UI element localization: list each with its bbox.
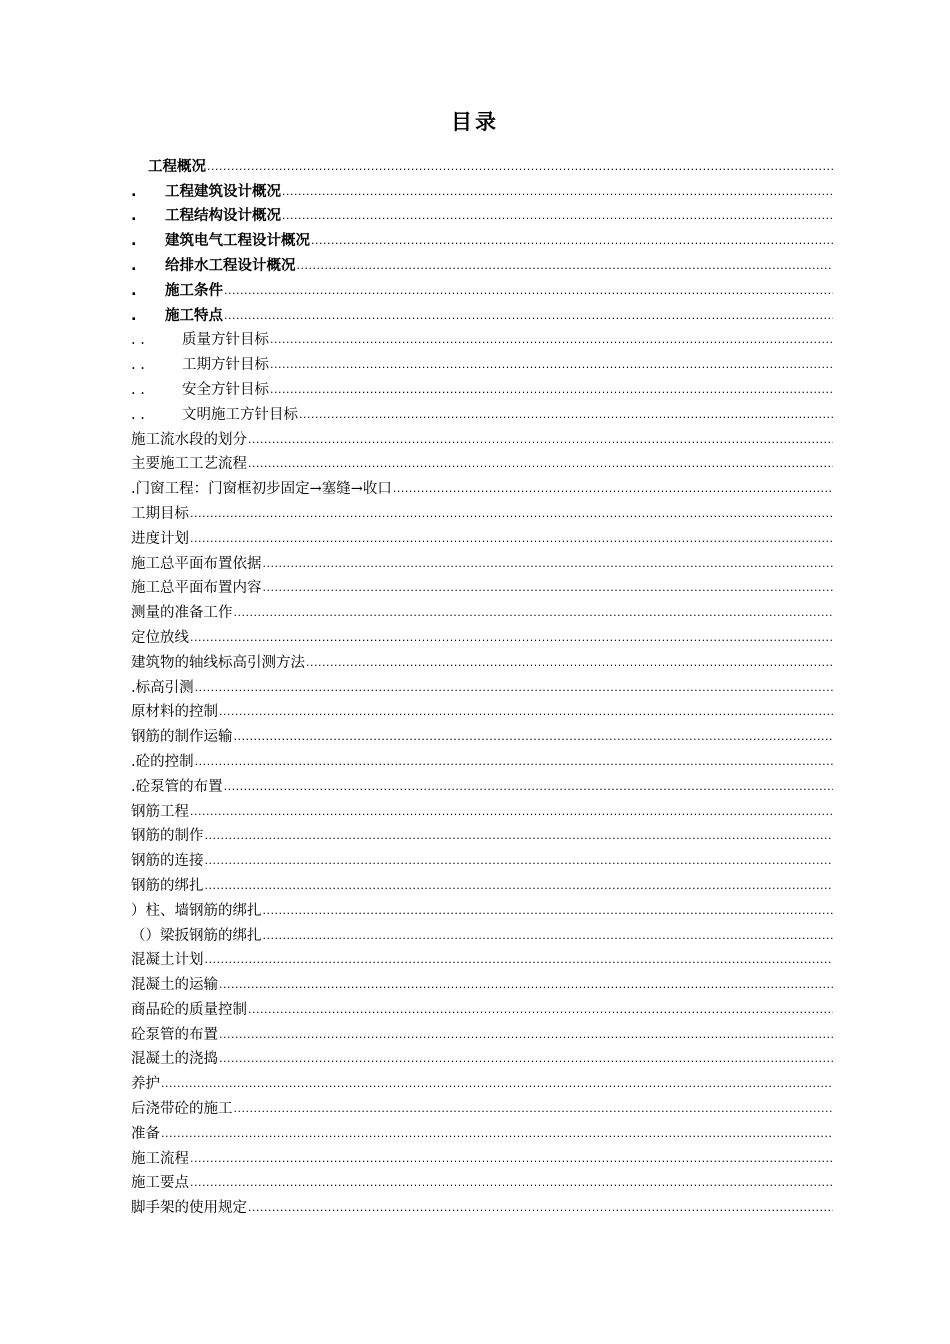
toc-entry[interactable]	[131, 921, 833, 946]
toc-entry-number: .	[131, 307, 137, 324]
toc-entry[interactable]	[131, 797, 833, 822]
toc-entry-label: （）梁扳钢筋的绑扎	[131, 927, 262, 944]
toc-entry-number: .	[131, 208, 137, 225]
table-of-contents	[131, 152, 833, 1218]
toc-entry-number: .	[131, 233, 137, 250]
toc-entry-label: 混凝土的浇捣	[131, 1051, 218, 1068]
toc-dot-leader	[190, 628, 833, 648]
toc-entry[interactable]	[131, 1069, 833, 1094]
toc-dot-leader	[248, 454, 833, 474]
toc-dot-leader	[234, 603, 834, 623]
toc-entry-label: 砼泵管的布置	[131, 1026, 218, 1043]
toc-entry[interactable]	[131, 1045, 833, 1070]
toc-entry-label: .门窗工程：门窗框初步固定→塞缝→收口	[131, 481, 392, 498]
toc-entry-label: 钢筋的制作运输	[131, 729, 233, 746]
toc-dot-leader	[234, 1099, 834, 1119]
toc-entry-number: . .	[131, 406, 145, 423]
toc-entry-label: 原材料的控制	[131, 704, 218, 721]
toc-dot-leader	[299, 405, 833, 425]
toc-entry[interactable]	[131, 251, 833, 276]
toc-entry-label: 进度计划	[131, 530, 189, 547]
toc-entry[interactable]	[131, 673, 833, 698]
toc-dot-leader	[248, 1000, 833, 1020]
toc-entry-number: . .	[131, 357, 145, 374]
toc-entry[interactable]	[131, 177, 833, 202]
toc-dot-leader	[270, 380, 833, 400]
toc-entry-number: .	[131, 282, 137, 299]
toc-entry[interactable]	[131, 1193, 833, 1218]
toc-dot-leader	[263, 926, 834, 946]
toc-entry[interactable]	[131, 946, 833, 971]
toc-entry[interactable]	[131, 772, 833, 797]
toc-entry-label: 工期目标	[131, 505, 189, 522]
toc-entry-label: 安全方针目标	[182, 381, 269, 398]
toc-entry[interactable]	[131, 722, 833, 747]
toc-entry-label: 脚手架的使用规定	[131, 1200, 247, 1217]
toc-dot-leader	[190, 1173, 833, 1193]
toc-dot-leader	[161, 1074, 833, 1094]
toc-entry-label: 给排水工程设计概况	[165, 257, 296, 274]
toc-dot-leader	[190, 1149, 833, 1169]
toc-dot-leader	[205, 851, 834, 871]
toc-entry[interactable]	[131, 524, 833, 549]
toc-dot-leader	[263, 578, 834, 598]
toc-entry-label: 主要施工工艺流程	[131, 456, 247, 473]
toc-entry-label: 混凝土的运输	[131, 977, 218, 994]
toc-entry-label: 施工流程	[131, 1150, 189, 1167]
toc-entry-label: 施工总平面布置依据	[131, 555, 262, 572]
toc-entry[interactable]	[131, 970, 833, 995]
toc-entry[interactable]	[131, 1144, 833, 1169]
toc-entry[interactable]	[131, 375, 833, 400]
toc-entry[interactable]	[131, 871, 833, 896]
toc-dot-leader	[190, 504, 833, 524]
toc-entry-label: 工期方针目标	[182, 357, 269, 374]
toc-dot-leader	[195, 752, 833, 772]
toc-entry[interactable]	[131, 499, 833, 524]
toc-entry-label: 定位放线	[131, 629, 189, 646]
toc-entry-label: 施工特点	[165, 307, 223, 324]
toc-dot-leader	[205, 876, 834, 896]
toc-entry[interactable]	[131, 995, 833, 1020]
toc-entry-label: 施工总平面布置内容	[131, 580, 262, 597]
toc-entry-label: 养护	[131, 1076, 160, 1093]
toc-entry-label: ）柱、墙钢筋的绑扎	[131, 902, 262, 919]
toc-entry-label: 工程结构设计概况	[165, 208, 281, 225]
toc-entry-label: 钢筋的绑扎	[131, 877, 204, 894]
toc-entry[interactable]	[131, 1020, 833, 1045]
toc-entry[interactable]	[131, 698, 833, 723]
toc-dot-leader	[224, 777, 833, 797]
toc-entry-label: 文明施工方针目标	[182, 406, 298, 423]
toc-entry[interactable]	[131, 1094, 833, 1119]
toc-entry-label: 钢筋的连接	[131, 853, 204, 870]
toc-entry[interactable]	[131, 896, 833, 921]
toc-dot-leader	[282, 206, 833, 226]
toc-dot-leader	[311, 231, 833, 251]
toc-dot-leader	[190, 802, 833, 822]
toc-entry-label: 钢筋工程	[131, 803, 189, 820]
toc-entry-label: 工程概况	[148, 158, 206, 175]
toc-dot-leader	[190, 529, 833, 549]
toc-entry-number: . .	[131, 381, 145, 398]
page-title: 目录	[451, 110, 499, 134]
toc-entry[interactable]	[131, 846, 833, 871]
toc-dot-leader	[248, 1198, 833, 1218]
toc-entry[interactable]	[131, 574, 833, 599]
toc-entry-label: 测量的准备工作	[131, 605, 233, 622]
toc-entry-label: 准备	[131, 1125, 160, 1142]
toc-dot-leader	[270, 355, 833, 375]
toc-entry-label: 施工条件	[165, 282, 223, 299]
toc-entry-label: .标高引测	[131, 679, 194, 696]
toc-entry-label: 质量方针目标	[182, 332, 269, 349]
toc-dot-leader	[306, 653, 833, 673]
toc-entry-label: 钢筋的制作	[131, 828, 204, 845]
toc-entry-label: 混凝土计划	[131, 952, 204, 969]
toc-entry-label: .砼的控制	[131, 753, 194, 770]
toc-entry-label: 后浇带砼的施工	[131, 1101, 233, 1118]
toc-entry[interactable]	[131, 152, 833, 177]
toc-dot-leader	[224, 306, 833, 326]
toc-dot-leader	[393, 479, 833, 499]
toc-dot-leader	[282, 182, 833, 202]
toc-dot-leader	[263, 554, 834, 574]
toc-entry[interactable]	[131, 425, 833, 450]
toc-entry[interactable]	[131, 474, 833, 499]
toc-entry[interactable]	[131, 747, 833, 772]
toc-entry-label: 工程建筑设计概况	[165, 183, 281, 200]
toc-dot-leader	[270, 330, 833, 350]
toc-entry[interactable]	[131, 450, 833, 475]
toc-dot-leader	[297, 256, 834, 276]
toc-entry[interactable]	[131, 648, 833, 673]
toc-entry[interactable]	[131, 1119, 833, 1144]
toc-dot-leader	[219, 1025, 833, 1045]
toc-dot-leader	[219, 1049, 833, 1069]
toc-dot-leader	[263, 901, 834, 921]
toc-dot-leader	[219, 702, 833, 722]
toc-entry[interactable]	[131, 326, 833, 351]
toc-dot-leader	[234, 727, 834, 747]
toc-entry[interactable]	[131, 400, 833, 425]
toc-dot-leader	[207, 157, 833, 177]
toc-entry[interactable]	[131, 549, 833, 574]
toc-entry[interactable]	[131, 350, 833, 375]
toc-entry[interactable]	[131, 276, 833, 301]
toc-entry-label: 商品砼的质量控制	[131, 1001, 247, 1018]
toc-dot-leader	[195, 678, 833, 698]
toc-entry-label: 建筑电气工程设计概况	[165, 233, 310, 250]
toc-entry[interactable]	[131, 226, 833, 251]
toc-dot-leader	[205, 950, 834, 970]
toc-entry[interactable]	[131, 1169, 833, 1194]
toc-entry[interactable]	[131, 623, 833, 648]
toc-entry[interactable]	[131, 202, 833, 227]
toc-entry-label: .砼泵管的布置	[131, 778, 223, 795]
toc-entry-label: 施工流水段的划分	[131, 431, 247, 448]
toc-dot-leader	[248, 430, 833, 450]
toc-entry-label: 施工要点	[131, 1175, 189, 1192]
toc-entry-number: . .	[131, 332, 145, 349]
toc-dot-leader	[205, 826, 834, 846]
toc-entry-label: 建筑物的轴线标高引测方法	[131, 654, 305, 671]
toc-dot-leader	[224, 281, 833, 301]
toc-dot-leader	[219, 975, 833, 995]
toc-entry[interactable]	[131, 822, 833, 847]
toc-entry-number: .	[131, 257, 137, 274]
toc-entry[interactable]	[131, 598, 833, 623]
toc-entry-number: .	[131, 183, 137, 200]
toc-entry[interactable]	[131, 301, 833, 326]
toc-dot-leader	[161, 1124, 833, 1144]
